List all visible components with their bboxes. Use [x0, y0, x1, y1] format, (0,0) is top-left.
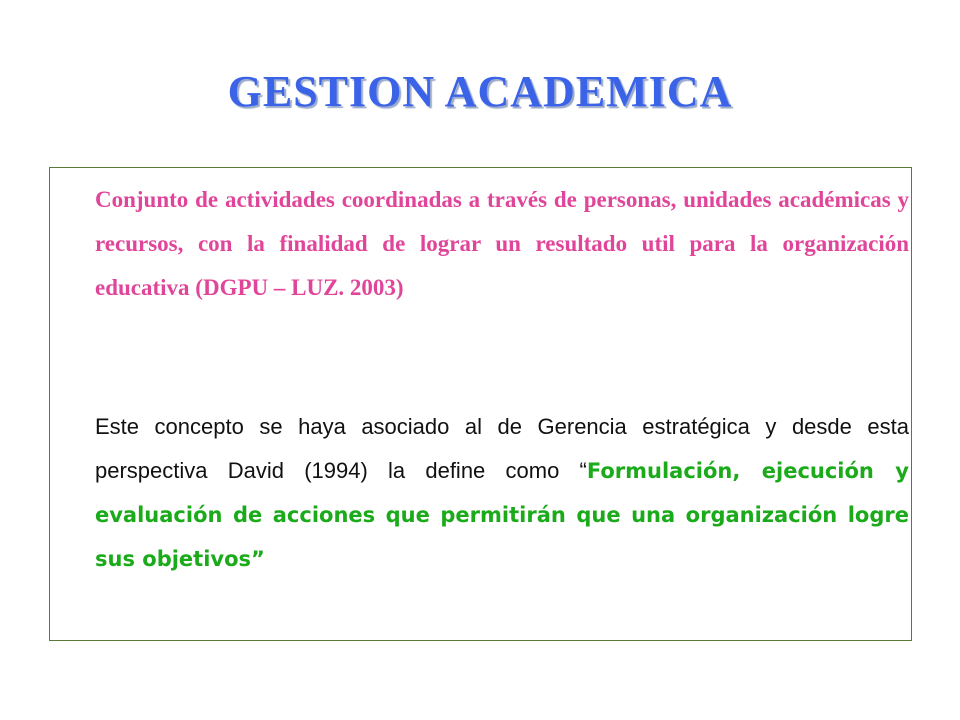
slide-title: GESTION ACADEMICA [227, 67, 733, 116]
definition-2-quote: Formulación, ejecución y evaluación de acciones que permitirán que una organización logre sus objetivos” [95, 459, 909, 571]
definition-2-intro: Este concepto se haya asociado al de Gerencia estratégica y desde esta perspectiva David (1994) la define como “ [95, 414, 909, 483]
definition-paragraph-1: Conjunto de actividades coordinadas a través de personas, unidades académicas y recursos, con la finalidad de lograr un resultado util para la organización educativa (DGPU – LUZ. 2003) [95, 187, 909, 300]
definition-paragraph-2 [95, 405, 909, 581]
